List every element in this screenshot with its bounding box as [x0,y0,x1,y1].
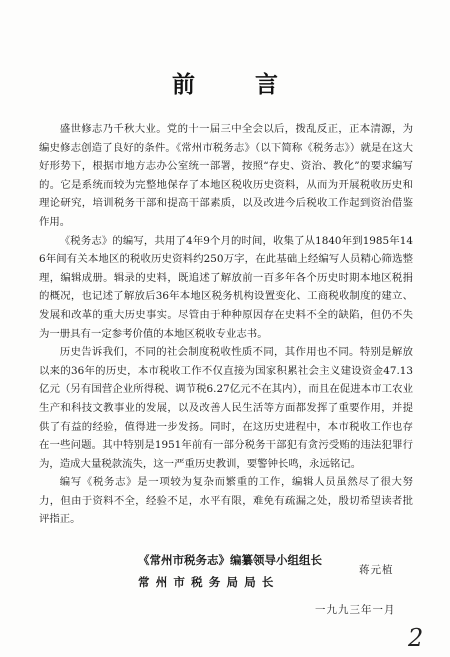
paragraph-4: 编写《税务志》是一项较为复杂而繁重的工作，编辑人员虽然尽了很大努力，但由于资料不全，经验不足，水平有限，难免有疏漏之处，殷切希望读者批评指正。 [39,476,413,526]
signature-title-line1: 《常州市税务志》编纂领导小组组长 [138,553,322,567]
signer-name: 蒋元植 [359,564,394,576]
paragraph-3: 历史告诉我们，不同的社会制度税收性质不同，其作用也不同。特别是解放以来的36年的历史，本市税收工作不仅直接为国家积累社会主义建设资金47.13亿元（另有国营企业所得税、调节税6.27亿元不在其内），而且在促进本市工农业生产和科技文教事业的发展，以及改善人民生活等方面都发挥了重要作用，并提供了有益的经验，值得进一步发扬。同时，在这历史进程中，本市税收工作也存在一些问题。其中特别是1951年前有一部分税务干部犯有贪污受贿的违法犯罪行为，造成大量税款流失，这一严重历史教训，要警钟长鸣，永远铭记。 [39,346,413,470]
signature-title-line2: 常州市税务局局长 [138,575,280,589]
paragraph-1: 盛世修志乃千秋大业。党的十一届三中全会以后，拨乱反正，正本清源，为编史修志创造了良好的条件。《常州市税务志》（以下简称《税务志》）就是在这大好形势下，根据市地方志办公室统一部署，按照“存史、资治、教化”的要求编写的。它是系统而较为完整地保存了本地区税收历史资料，从而为开展税收历史和理论研究，培训税务干部和提高干部素质，以及改进今后税收工作起到资治借鉴作用。 [39,123,413,228]
signature-date: 一九九三年一月 [315,604,396,616]
body-text [39,120,413,529]
page-number: 2 [408,624,424,652]
page-title: 前 言 [171,72,304,98]
paragraph-2: 《税务志》的编写，共用了4年9个月的时间，收集了从1840年到1985年146年间有关本地区的税收历史资料约250万字，在此基础上经编写人员精心筛选整理，编辑成册。辑录的史料，既追述了解放前一百多年各个历史时期本地区税捐的概况，也记述了解放后36年本地区税务机构设置变化、工商税收制度的建立、发展和改革的重大历史事实。尽管由于种种原因存在史料不全的缺陷，但仍不失为一册具有一定参考价值的本地区税收专业志书。 [39,234,413,340]
